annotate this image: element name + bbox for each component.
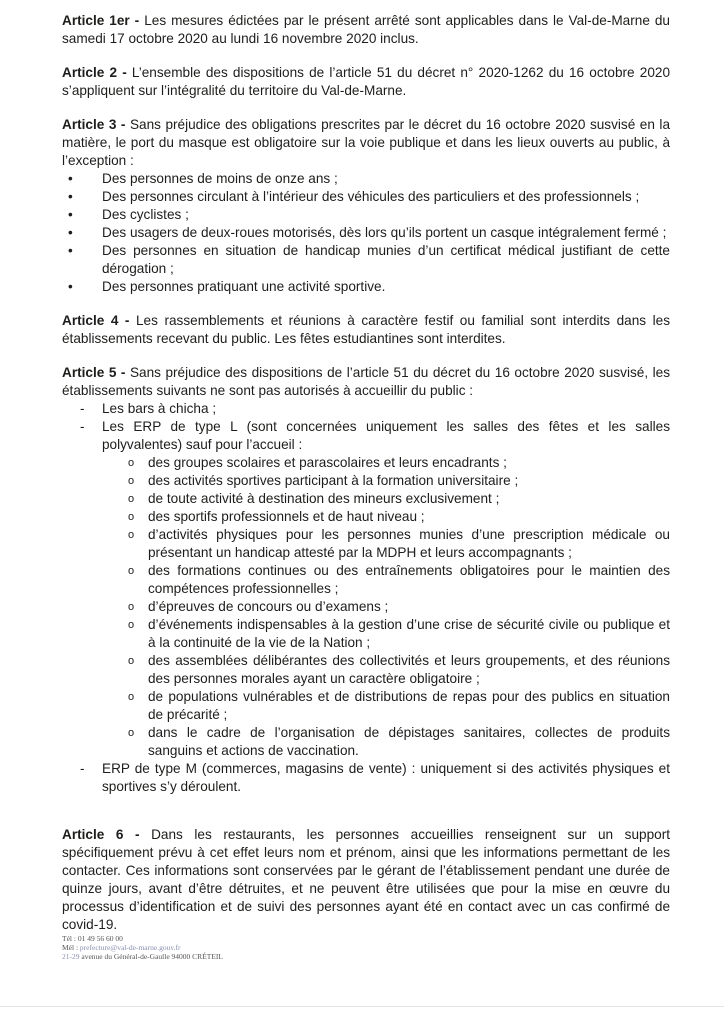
sublist-item	[62, 454, 670, 472]
footer-phone: Tél : 01 49 56 60 00	[62, 934, 123, 943]
list-item	[62, 170, 670, 188]
article-2	[62, 64, 670, 100]
article-2-text: L’ensemble des dispositions de l’article 51 du décret n° 2020-1262 du 16 octobre 2020 s’appliquent sur l’intégralité du territoire du Val-de-Marne.	[62, 65, 670, 98]
article-5-establishments-list-continued	[62, 760, 670, 796]
list-item	[62, 760, 670, 796]
sublist-item-text: d’épreuves de concours ou d’examens ;	[148, 599, 389, 614]
article-5-establishments-list	[62, 400, 670, 454]
list-item	[62, 278, 670, 296]
sublist-item	[62, 472, 670, 490]
circle-bullet-icon: o	[128, 655, 135, 667]
article-1-label: Article 1er -	[62, 13, 140, 28]
footer-email-line	[62, 943, 223, 952]
page-bottom-divider	[0, 1006, 724, 1007]
article-3	[62, 116, 670, 296]
sublist-item-text: des formations continues ou des entraînements obligatoires pour le maintien des compétences professionnelles ;	[148, 563, 670, 596]
article-5	[62, 364, 670, 796]
bullet-icon: •	[68, 189, 73, 204]
spacer	[62, 812, 670, 826]
sublist-item-text: de toute activité à destination des mineurs exclusivement ;	[148, 491, 500, 506]
list-item-text: Des personnes pratiquant une activité sportive.	[102, 279, 386, 294]
bullet-icon: •	[68, 279, 73, 294]
article-1	[62, 12, 670, 48]
sublist-item	[62, 598, 670, 616]
circle-bullet-icon: o	[128, 475, 135, 487]
article-6-text: Dans les restaurants, les personnes accueillies renseignent sur un support spécifiquement prévu à cet effet leurs nom et prénom, ainsi que les informations permettant de les contacter. Ces informations sont conservées par le gérant de l’établissement pendant une durée de quinze jours, avant d’être détruites, et ne peuvent être utilisées que pour la mise en œuvre du processus d’identification et de suivi des personnes ayant été en contact avec un cas confirmé de covid-19.	[62, 827, 670, 932]
article-1-text: Les mesures édictées par le présent arrêté sont applicables dans le Val-de-Marne du samedi 17 octobre 2020 au lundi 16 novembre 2020 inclus.	[62, 13, 670, 46]
circle-bullet-icon: o	[128, 565, 135, 577]
dash-icon: -	[80, 761, 85, 776]
article-5-exceptions-sublist	[62, 454, 670, 760]
sublist-item-text: des sportifs professionnels et de haut niveau ;	[148, 509, 425, 524]
list-item-text: Des usagers de deux-roues motorisés, dès lors qu’ils portent un casque intégralement fermé ;	[102, 225, 667, 240]
circle-bullet-icon: o	[128, 619, 135, 631]
article-3-exceptions-list	[62, 170, 670, 296]
footer-address	[62, 952, 223, 961]
circle-bullet-icon: o	[128, 457, 135, 469]
list-item	[62, 418, 670, 454]
article-4-label: Article 4 -	[62, 313, 130, 328]
list-item-text: Des personnes en situation de handicap munies d’un certificat médical justifiant de cette dérogation ;	[102, 243, 670, 276]
sublist-item	[62, 490, 670, 508]
circle-bullet-icon: o	[128, 727, 135, 739]
sublist-item	[62, 652, 670, 688]
sublist-item-text: d’événements indispensables à la gestion d’une crise de sécurité civile ou publique et à la continuité de la vie de la Nation ;	[148, 617, 670, 650]
document-body	[62, 12, 670, 950]
circle-bullet-icon: o	[128, 493, 135, 505]
circle-bullet-icon: o	[128, 691, 135, 703]
bullet-icon: •	[68, 171, 73, 186]
article-4	[62, 312, 670, 348]
sublist-item-text: des groupes scolaires et parascolaires et leurs encadrants ;	[148, 455, 507, 470]
bullet-icon: •	[68, 225, 73, 240]
circle-bullet-icon: o	[128, 511, 135, 523]
article-3-label: Article 3 -	[62, 117, 126, 132]
sublist-item	[62, 616, 670, 652]
article-5-text: Sans préjudice des dispositions de l’article 51 du décret du 16 octobre 2020 susvisé, les établissements suivants ne sont pas autorisés à accueillir du public :	[62, 365, 671, 398]
list-item-text: Les ERP de type L (sont concernées uniquement les salles des fêtes et les salles polyvalentes) sauf pour l’accueil :	[102, 419, 670, 452]
circle-bullet-icon: o	[128, 601, 135, 613]
bullet-icon: •	[68, 243, 73, 258]
footer-email-link[interactable]: prefecture@val-de-marne.gouv.fr	[79, 943, 181, 952]
list-item	[62, 206, 670, 224]
list-item	[62, 188, 670, 206]
footer-address-number: 21-29	[62, 952, 80, 961]
article-5-label: Article 5 -	[62, 365, 126, 380]
sublist-item	[62, 508, 670, 526]
bullet-icon: •	[68, 207, 73, 222]
list-item-text: Des cyclistes ;	[102, 207, 189, 222]
footer-email-label: Mél :	[62, 943, 80, 952]
footer-address-text: avenue du Général-de-Gaulle 94000 CRÉTEIL	[79, 952, 223, 961]
sublist-item	[62, 526, 670, 562]
sublist-item	[62, 562, 670, 598]
article-3-text: Sans préjudice des obligations prescrites par le décret du 16 octobre 2020 susvisé en la matière, le port du masque est obligatoire sur la voie publique et dans les lieux ouverts au public, à l’exception :	[62, 117, 671, 168]
sublist-item-text: d’activités physiques pour les personnes munies d’une prescription médicale ou présentant un handicap attesté par la MDPH et leurs accompagnants ;	[148, 527, 670, 560]
article-4-text: Les rassemblements et réunions à caractère festif ou familial sont interdits dans les établissements recevant du public. Les fêtes estudiantines sont interdites.	[62, 313, 670, 346]
dash-icon: -	[80, 419, 85, 434]
sublist-item-text: des activités sportives participant à la formation universitaire ;	[148, 473, 519, 488]
list-item-text: Les bars à chicha ;	[102, 401, 217, 416]
list-item-text: ERP de type M (commerces, magasins de vente) : uniquement si des activités physiques et sportives s’y déroulent.	[102, 761, 670, 794]
list-item	[62, 400, 670, 418]
article-6	[62, 826, 670, 934]
dash-icon: -	[80, 401, 85, 416]
list-item-text: Des personnes de moins de onze ans ;	[102, 171, 338, 186]
sublist-item-text: des assemblées délibérantes des collectivités et leurs groupements, et des réunions des personnes morales ayant un caractère obligatoire ;	[148, 653, 670, 686]
list-item	[62, 224, 670, 242]
sublist-item-text: dans le cadre de l’organisation de dépistages sanitaires, collectes de produits sanguins et actions de vaccination.	[148, 725, 670, 758]
article-2-label: Article 2 -	[62, 65, 127, 80]
sublist-item	[62, 724, 670, 760]
article-6-label: Article 6 -	[62, 827, 140, 842]
list-item	[62, 242, 670, 278]
circle-bullet-icon: o	[128, 529, 135, 541]
list-item-text: Des personnes circulant à l’intérieur des véhicules des particuliers et des professionnels ;	[102, 189, 640, 204]
sublist-item	[62, 688, 670, 724]
sublist-item-text: de populations vulnérables et de distributions de repas pour des publics en situation de précarité ;	[148, 689, 670, 722]
page-footer	[62, 934, 223, 961]
